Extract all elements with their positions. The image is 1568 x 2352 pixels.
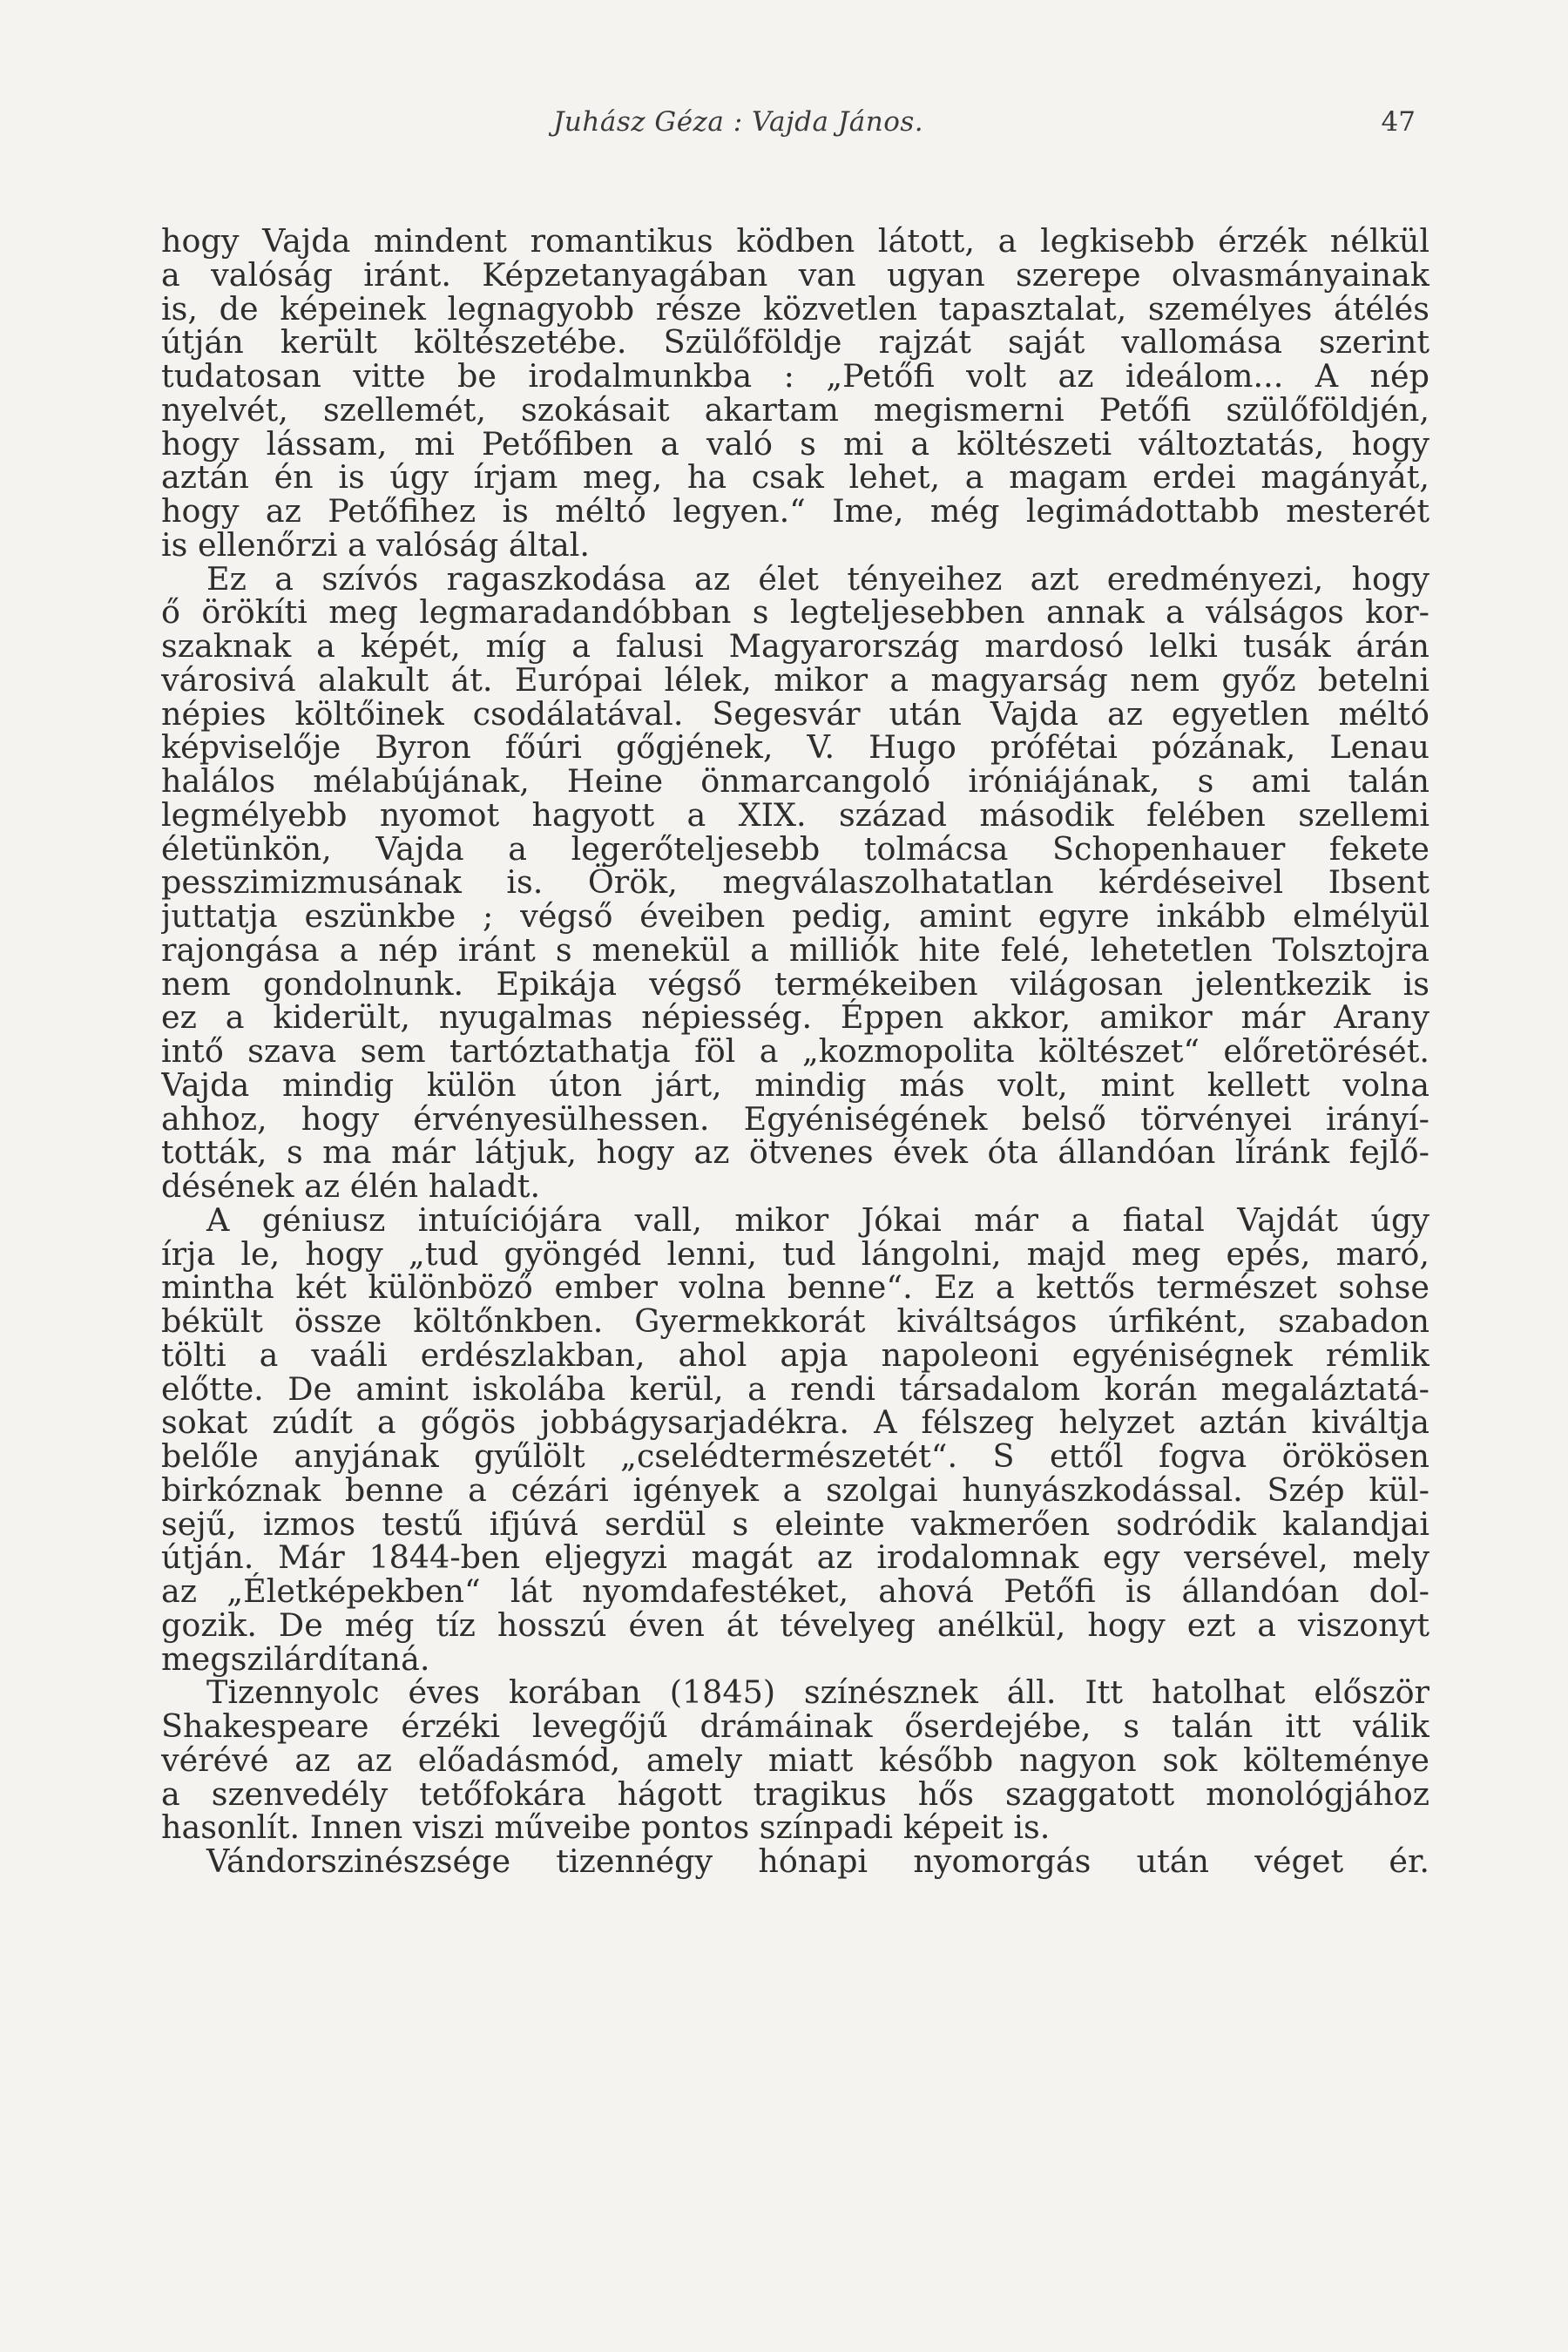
text-line: hogy lássam, mi Petőfiben a való s mi a költészeti változtatás, hogy: [161, 424, 1429, 463]
text-line: is, de képeinek legnagyobb része közvetlen tapasztalat, személyes átélés: [161, 289, 1429, 328]
text-line: halálos mélabújának, Heine önmarcangoló iróniájának, s ami talán: [161, 762, 1429, 800]
paragraph-3: [161, 1200, 1429, 1678]
text-line: írja le, hogy „tud gyöngéd lenni, tud lángolni, majd meg epés, maró,: [161, 1234, 1429, 1273]
text-line: tudatosan vitte be irodalmunkba : „Petőfi volt az ideálom... A nép: [161, 357, 1429, 395]
text-line: Tizennyolc éves korában (1845) színésznek áll. Itt hatolhat először: [206, 1673, 1429, 1712]
text-line: juttatja eszünkbe ; végső éveiben pedig, amint egyre inkább elmélyül: [161, 897, 1429, 935]
paragraph-5: [161, 1842, 1429, 1880]
text-line: ahhoz, hogy érvényesülhessen. Egyéniségének belső törvényei irányí-: [161, 1099, 1429, 1138]
text-line: népies költőinek csodálatával. Segesvár után Vajda az egyetlen méltó: [161, 694, 1429, 733]
running-header: [553, 106, 1416, 148]
text-line: a valóság iránt. Képzetanyagában van ugyan szerepe olvasmányainak: [161, 255, 1429, 294]
text-line: életünkön, Vajda a legerőteljesebb tolmácsa Schopenhauer fekete: [161, 829, 1429, 868]
text-line: pesszimizmusának is. Örök, megválaszolhatatlan kérdéseivel Ibsent: [161, 863, 1429, 902]
text-line: legmélyebb nyomot hagyott a XIX. század második felében szellemi: [161, 795, 1429, 834]
paragraph-1: [161, 225, 1429, 563]
text-line: sejű, izmos testű ifjúvá serdül s eleinte vakmerően sodródik kalandjai: [161, 1504, 1429, 1543]
text-line: ez a kiderült, nyugalmas népiesség. Éppen akkor, amikor már Arany: [161, 998, 1429, 1037]
text-line: útján. Már 1844-ben eljegyzi magát az irodalomnak egy versével, mely: [161, 1538, 1429, 1577]
text-line: hasonlít. Innen viszi műveibe pontos színpadi képeit is.: [161, 1808, 1051, 1847]
text-line: vérévé az az előadásmód, amely miatt később nagyon sok költeménye: [161, 1740, 1429, 1779]
text-line: gozik. De még tíz hosszú éven át tévelyeg anélkül, hogy ezt a viszonyt: [161, 1605, 1429, 1644]
text-line: a szenvedély tetőfokára hágott tragikus hős szaggatott monológjához: [161, 1774, 1429, 1813]
text-line: nyelvét, szellemét, szokásait akartam megismerni Petőfi szülőföldjén,: [161, 390, 1429, 429]
text-line: útján került költészetébe. Szülőföldje rajzát saját vallomása szerint: [161, 323, 1429, 362]
text-line: megszilárdítaná.: [161, 1639, 430, 1678]
text-line: sokat zúdít a gőgös jobbágysarjadékra. A félszeg helyzet aztán kiváltja: [161, 1403, 1429, 1442]
text-line: képviselője Byron főúri gőgjének, V. Hugo prófétai pózának, Lenau: [161, 728, 1429, 767]
text-line: mintha két különböző ember volna benne“. Ez a kettős természet sohse: [161, 1268, 1429, 1307]
paragraph-4: [161, 1673, 1429, 1847]
text-line: békült össze költőnkben. Gyermekkorát kiváltságos úrfiként, szabadon: [161, 1302, 1429, 1340]
text-line: tölti a vaáli erdészlakban, ahol apja napoleoni egyéniségnek rémlik: [161, 1335, 1429, 1374]
text-line: előtte. De amint iskolába kerül, a rendi társadalom korán megaláztatá-: [161, 1369, 1429, 1408]
text-line: A géniusz intuíciójára vall, mikor Jókai már a fiatal Vajdát úgy: [206, 1200, 1429, 1239]
text-line: rajongása a nép iránt s menekül a milliók hite felé, lehetetlen Tolsztojra: [161, 930, 1429, 969]
text-line: nem gondolnunk. Epikája végső termékeiben világosan jelentkezik is: [161, 964, 1429, 1003]
text-line: aztán én is úgy írjam meg, ha csak lehet, a magam erdei magányát,: [161, 458, 1429, 497]
text-line: birkóznak benne a cézári igények a szolgai hunyászkodással. Szép kül-: [161, 1470, 1429, 1509]
text-line: désének az élén haladt.: [161, 1167, 541, 1205]
text-line: hogy Vajda mindent romantikus ködben látott, a legkisebb érzék nélkül: [161, 225, 1429, 260]
text-line: szaknak a képét, míg a falusi Magyarország mardosó lelki tusák árán: [161, 627, 1429, 665]
running-title: Juhász Géza : Vajda János.: [553, 106, 924, 138]
page-number: 47: [1381, 106, 1416, 138]
body-text: [161, 225, 1429, 2220]
text-line: hogy az Petőfihez is méltó legyen.“ Ime, még legimádottabb mesterét: [161, 492, 1429, 530]
text-line: Shakespeare érzéki levegőjű drámáinak őserdejébe, s talán itt válik: [161, 1707, 1429, 1745]
text-line: tották, s ma már látjuk, hogy az ötvenes évek óta állandóan líránk fejlő-: [161, 1133, 1429, 1172]
text-line: ő örökíti meg legmaradandóbban s legteljesebben annak a válságos kor-: [161, 593, 1429, 632]
text-line: az „Életképekben“ lát nyomdafestéket, ahová Petőfi is állandóan dol-: [161, 1572, 1429, 1610]
text-line: Vándorszinészsége tizennégy hónapi nyomorgás után véget ér.: [206, 1842, 1429, 1880]
paragraph-2: [161, 559, 1429, 1205]
text-line: Vajda mindig külön úton járt, mindig más volt, mint kellett volna: [161, 1065, 1429, 1104]
text-line: városivá alakult át. Európai lélek, mikor a magyarság nem győz betelni: [161, 660, 1429, 699]
text-line: belőle anyjának gyűlölt „cselédtermészetét“. S ettől fogva örökösen: [161, 1437, 1429, 1475]
text-line: intő szava sem tartóztathatja föl a „kozmopolita költészet“ előretörését.: [161, 1032, 1429, 1070]
text-line: is ellenőrzi a valóság által.: [161, 525, 590, 564]
text-line: Ez a szívós ragaszkodása az élet tényeihez azt eredményezi, hogy: [206, 559, 1429, 598]
